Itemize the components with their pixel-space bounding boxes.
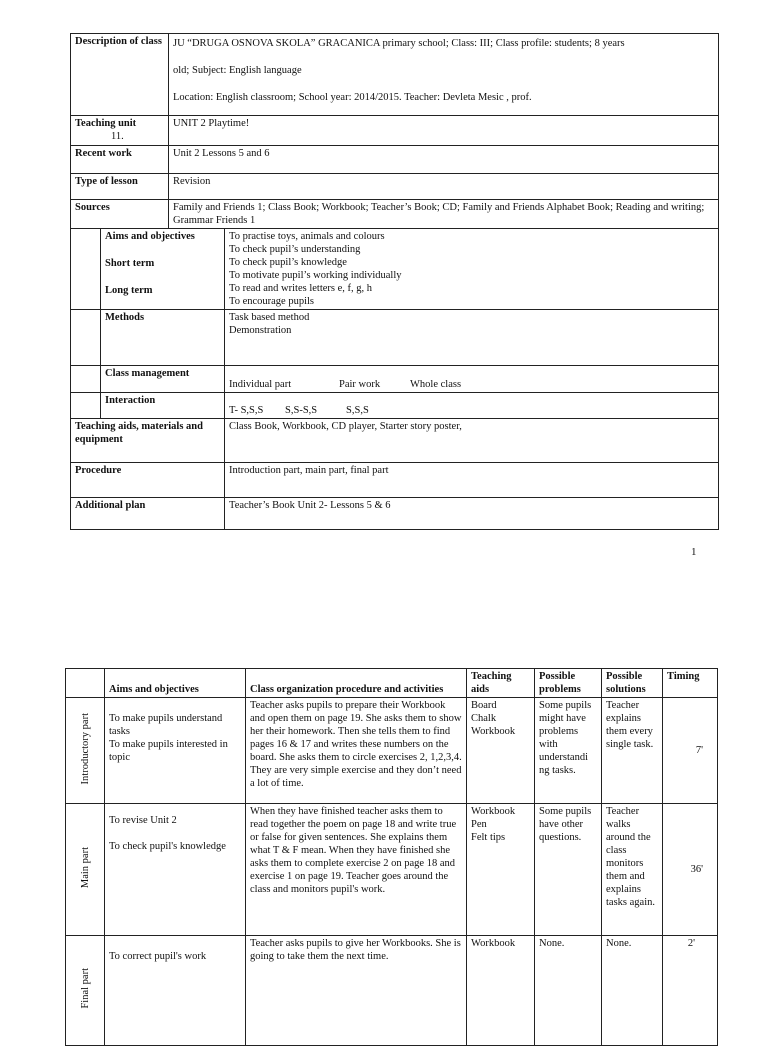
class-mgmt-part: Whole class <box>410 379 462 390</box>
aid-item: Chalk <box>471 713 497 724</box>
aims-item: To correct pupil's work <box>109 951 207 962</box>
type-value: Revision <box>169 174 719 200</box>
plan-header-row <box>66 669 718 698</box>
info-row-teaching-unit <box>71 116 719 146</box>
aims-item: To revise Unit 2 <box>109 815 177 826</box>
timing-header: Timing <box>663 669 718 698</box>
timing-value: 2' <box>663 936 718 1046</box>
procedure-text: When they have finished teacher asks them to read together the poem on page 18 and write true or false for given sentences. She explains them what T & F mean. When they have finished she asks them to complete exercise 2 on page 18 and exercise 1 on page 19. Teacher goes around the class and monitors pupil's work. <box>246 804 467 936</box>
additional-label: Additional plan <box>71 498 225 530</box>
info-row-aids <box>71 419 719 463</box>
solutions-header: Possible solutions <box>602 669 663 698</box>
description-line2: old; Subject: English language <box>173 65 302 76</box>
problems-text: Some pupils have other questions. <box>535 804 602 936</box>
info-row-class-management <box>71 366 719 393</box>
procedure-value: Introduction part, main part, final part <box>225 463 719 498</box>
phase-label: Final part <box>79 968 91 1009</box>
interaction-label: Interaction <box>101 393 225 419</box>
timing-value: 7' <box>663 698 718 804</box>
info-row-procedure <box>71 463 719 498</box>
info-row-sources <box>71 200 719 229</box>
solutions-text: Teacher walks around the class monitors them and explains tasks again. <box>602 804 663 936</box>
interaction-part: T- S,S,S <box>229 405 264 416</box>
info-row-methods <box>71 310 719 366</box>
sources-label: Sources <box>71 200 169 229</box>
info-row-description <box>71 34 719 116</box>
long-term-label: Long term <box>105 285 153 296</box>
additional-value: Teacher’s Book Unit 2- Lessons 5 & 6 <box>225 498 719 530</box>
solutions-text: None. <box>602 936 663 1046</box>
lesson-plan-table <box>65 668 718 1046</box>
recent-work-value: Unit 2 Lessons 5 and 6 <box>169 146 719 174</box>
info-row-interaction <box>71 393 719 419</box>
info-row-type <box>71 174 719 200</box>
aims-item: To check pupil’s knowledge <box>229 257 347 268</box>
aid-item: Workbook <box>471 806 516 817</box>
aids-label: Teaching aids, materials and equipment <box>71 419 225 463</box>
aims-item: To check pupil’s understanding <box>229 244 361 255</box>
aims-item: To practise toys, animals and colours <box>229 231 385 242</box>
aims-label: Aims and objectives <box>105 231 195 242</box>
aid-item: Board <box>471 700 497 711</box>
aid-item: Workbook <box>471 938 516 949</box>
procedure-label: Procedure <box>71 463 225 498</box>
page-number: 1 <box>691 546 697 558</box>
aims-item: To encourage pupils <box>229 296 315 307</box>
info-row-additional <box>71 498 719 530</box>
table-row <box>66 804 718 936</box>
phase-header <box>66 669 105 698</box>
aims-item: To check pupil's knowledge <box>109 841 226 852</box>
problems-text: None. <box>535 936 602 1046</box>
solutions-text: Teacher explains them every single task. <box>602 698 663 804</box>
recent-work-label: Recent work <box>71 146 169 174</box>
aims-header: Aims and objectives <box>105 669 246 698</box>
procedure-header: Class organization procedure and activities <box>246 669 467 698</box>
interaction-part: S,S,S <box>346 405 369 416</box>
aids-header: Teaching aids <box>467 669 535 698</box>
phase-label: Introductory part <box>79 712 91 785</box>
teaching-unit-number: 11. <box>111 131 124 142</box>
sources-value: Family and Friends 1; Class Book; Workbook; Teacher’s Book; CD; Family and Friends Alphabet Book; Reading and writing; Grammar Friends 1 <box>169 200 719 229</box>
procedure-text: Teacher asks pupils to give her Workbooks. She is going to take them the next time. <box>246 936 467 1046</box>
description-line1: JU “DRUGA OSNOVA SKOLA” GRACANICA primary school; Class: III; Class profile: students; 8 years <box>173 38 625 49</box>
aid-item: Pen <box>471 819 487 830</box>
info-row-recent-work <box>71 146 719 174</box>
teaching-unit-label: Teaching unit <box>75 118 137 129</box>
short-term-label: Short term <box>105 258 155 269</box>
table-row <box>66 936 718 1046</box>
aid-item: Workbook <box>471 726 516 737</box>
methods-item: Demonstration <box>229 325 292 336</box>
info-row-aims <box>71 229 719 310</box>
class-mgmt-label: Class management <box>101 366 225 393</box>
methods-label: Methods <box>101 310 225 366</box>
aid-item: Felt tips <box>471 832 506 843</box>
class-mgmt-part: Individual part <box>229 379 292 390</box>
problems-text: Some pupils might have problems with understandi ng tasks. <box>535 698 602 804</box>
aims-item: To make pupils interested in topic <box>109 739 228 763</box>
teaching-unit-value: UNIT 2 Playtime! <box>169 116 719 146</box>
methods-item: Task based method <box>229 312 310 323</box>
problems-header: Possible problems <box>535 669 602 698</box>
type-label: Type of lesson <box>71 174 169 200</box>
interaction-part: S,S-S,S <box>285 405 318 416</box>
aims-item: To make pupils understand tasks <box>109 713 223 737</box>
table-row <box>66 698 718 804</box>
timing-value: 36' <box>663 804 718 936</box>
class-mgmt-part: Pair work <box>339 379 381 390</box>
aims-item: To motivate pupil’s working individually <box>229 270 402 281</box>
description-label: Description of class <box>71 34 169 116</box>
description-line3: Location: English classroom; School year: 2014/2015. Teacher: Devleta Mesic , prof. <box>173 92 532 103</box>
lesson-info-table <box>70 33 719 530</box>
phase-label: Main part <box>79 846 91 889</box>
procedure-text: Teacher asks pupils to prepare their Workbook and open them on page 19. She asks them to show her their homework. Then she tells them to find pages 16 & 17 and writes these numbers on the board. She asks them to circle exercises 2, 1,2,3,4. They are very simple exercise and they don’t need a lot of time. <box>246 698 467 804</box>
aids-value: Class Book, Workbook, CD player, Starter story poster, <box>225 419 719 463</box>
aims-item: To read and writes letters e, f, g, h <box>229 283 373 294</box>
